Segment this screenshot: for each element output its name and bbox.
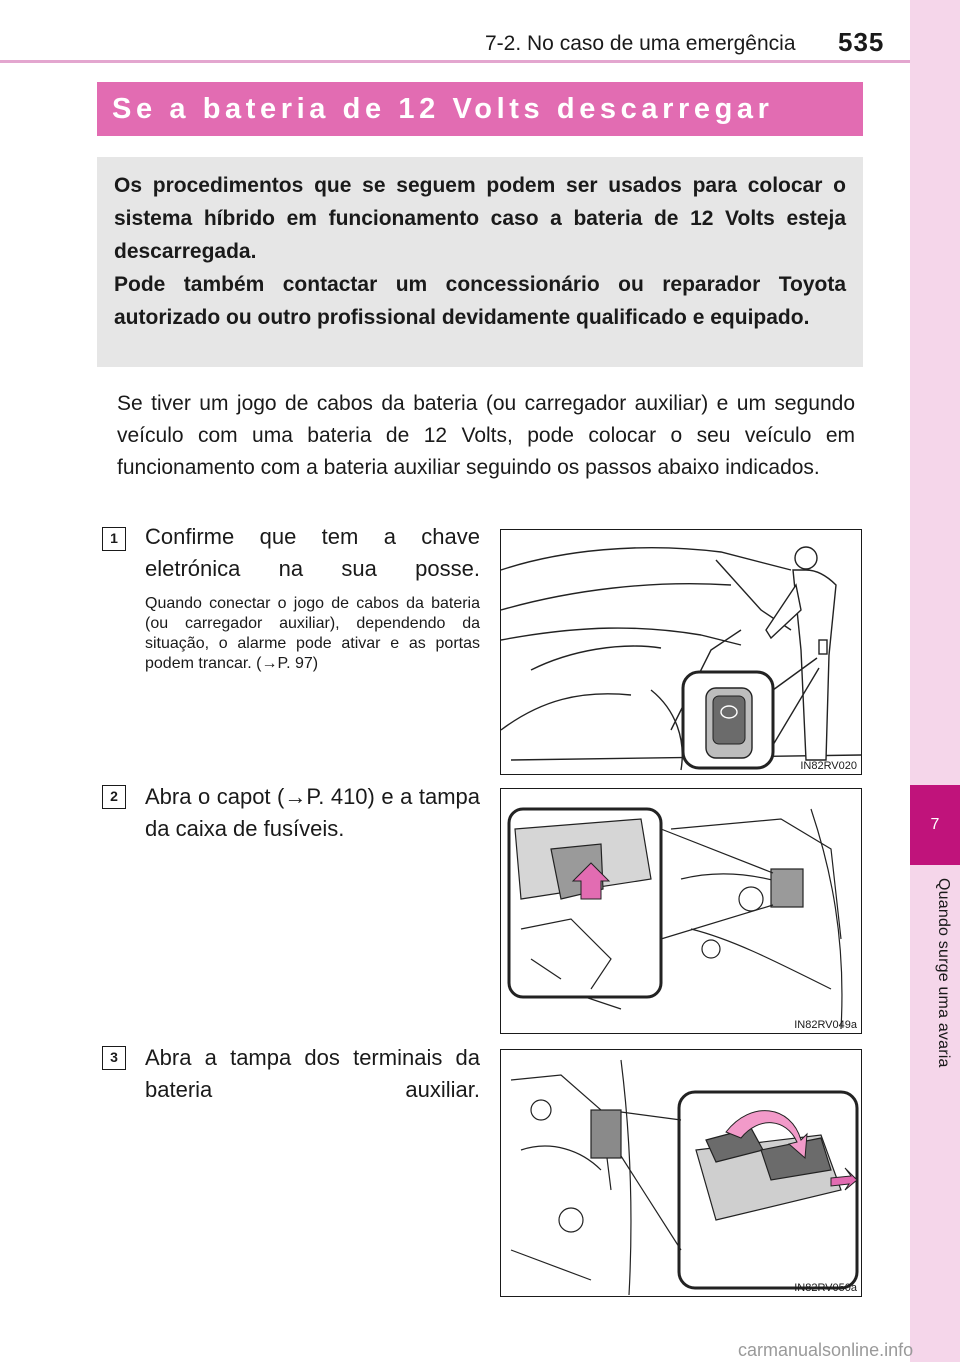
section-title: 7-2. No caso de uma emergência: [485, 32, 796, 55]
fuse-box-illustration: [501, 789, 862, 1034]
step-note-1: Quando conectar o jogo de cabos da bateria (ou carregador auxiliar), dependendo da situação, o alarme pode ativar e as portas podem trancar. (→P. 97): [145, 595, 480, 672]
figure-code-3: IN82RV050a: [794, 1282, 857, 1294]
step-number-3: 3: [102, 1046, 126, 1070]
intro-box: [97, 157, 863, 367]
page-number: 535: [838, 27, 885, 57]
figure-code-2: IN82RV049a: [794, 1019, 857, 1031]
step-number-2: 2: [102, 785, 126, 809]
car-key-illustration: [501, 530, 862, 775]
step-number-1: 1: [102, 527, 126, 551]
watermark: carmanualsonline.info: [738, 1340, 914, 1360]
chapter-number: 7: [910, 785, 960, 865]
intro-text-2: Pode também contactar um concessionário ou reparador Toyota autorizado ou outro profissional devidamente qualificado e equipado.: [114, 273, 846, 329]
step-text-2: Abra o capot (→P. 410) e a tampa da caixa de fusíveis.: [145, 784, 480, 841]
body-paragraph: Se tiver um jogo de cabos da bateria (ou carregador auxiliar) e um segundo veículo com uma bateria de 12 Volts, pode colocar o seu veículo em funcionamento com a bateria auxiliar seguindo os passos abaixo indicados.: [117, 392, 855, 479]
step-text-3: Abra a tampa dos terminais da bateria auxiliar.: [145, 1045, 480, 1102]
figure-1: [500, 529, 862, 775]
page-title: [97, 82, 863, 136]
chapter-title: Quando surge uma avaria: [935, 878, 952, 1068]
side-tab: [910, 0, 960, 1362]
step-text-1: Confirme que tem a chave eletrónica na sua posse.: [145, 524, 480, 581]
figure-code-1: IN82RV020: [800, 760, 857, 772]
intro-text-1: Os procedimentos que se seguem podem ser usados para colocar o sistema híbrido em funcionamento caso a bateria de 12 Volts esteja descarregada.: [114, 174, 846, 263]
page-title-text: Se a bateria de 12 Volts descarregar: [112, 93, 774, 125]
figure-3: [500, 1049, 862, 1297]
figure-2: [500, 788, 862, 1034]
battery-terminal-illustration: [501, 1050, 862, 1297]
header-divider: [0, 60, 910, 63]
